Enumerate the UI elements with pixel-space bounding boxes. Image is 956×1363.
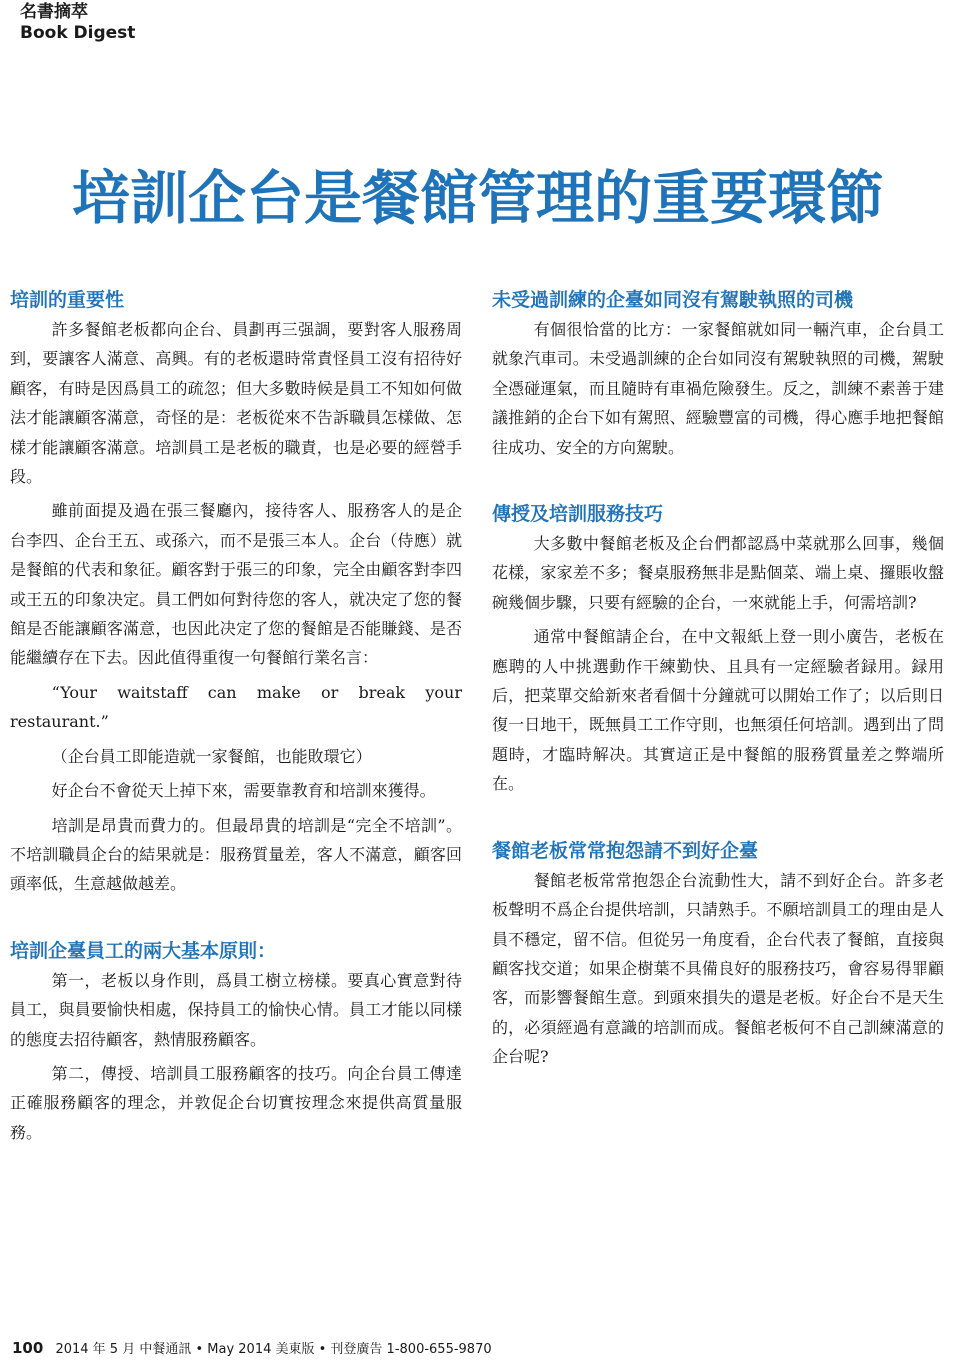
right-column	[492, 285, 944, 1077]
section-label-zh: 名書摘萃	[20, 2, 88, 22]
section-label-en: Book Digest	[20, 23, 136, 43]
paragraph: 第一，老板以身作則，爲員工樹立榜樣。要真心實意對待員工，與員要愉快相處，保持員工的愉快心情。員工才能以同樣的態度去招待顧客，熱情服務顧客。	[10, 970, 462, 1049]
paragraph: 通常中餐館請企台，在中文報紙上登一則小廣告，老板在應聘的人中挑選動作干練勤快、且具有一定經驗者録用。録用后，把菜單交給新來者看個十分鐘就可以開始工作了；以后則日復一日地干，既無員工工作守則，也無須任何培訓。遇到出了問題時，才臨時解决。其實這正是中餐館的服務質量差之弊端所在。	[492, 627, 944, 794]
quote-english: “Your waitstaff can make or break your restaurant.”	[10, 682, 462, 732]
paragraph: 許多餐館老板都向企台、員劃再三强調，要對客人服務周到，要讓客人滿意、高興。有的老板還時常責怪員工沒有招待好顧客，有時是因爲員工的疏忽；但大多數時候是員工不知如何做法才能讓顧客滿意，奇怪的是：老板從來不告訴職員怎樣做、怎樣才能讓顧客滿意。培訓員工是老板的職責，也是必要的經營手段。	[10, 320, 462, 487]
paragraph: 雖前面提及過在張三餐廳內，接待客人、服務客人的是企台李四、企台王五、或孫六，而不是張三本人。企台（侍應）就是餐館的代表和象征。顧客對于張三的印象，完全由顧客對李四或王五的印象决定。員工們如何對待您的客人，就决定了您的餐館是否能讓顧客滿意，也因此决定了您的餐館是否能賺錢、是否能繼續存在下去。因此值得重復一句餐館行業名言：	[10, 501, 462, 668]
page-number: 100	[12, 1339, 44, 1357]
paragraph: 第二，傳授、培訓員工服務顧客的技巧。向企台員工傳達正確服務顧客的理念，并敦促企台切實按理念來提供高質量服務。	[10, 1063, 462, 1142]
subhead-skills: 傳授及培訓服務技巧	[492, 503, 664, 526]
quote-chinese: （企台員工即能造就一家餐館，也能敗環它）	[51, 746, 372, 766]
page-footer	[12, 1338, 492, 1357]
section-label	[20, 2, 135, 44]
article-title: 培訓企台是餐館管理的重要環節	[71, 164, 884, 232]
subhead-untrained: 未受過訓練的企臺如同沒有駕駛執照的司機	[492, 289, 854, 311]
subhead-principles: 培訓企臺員工的兩大基本原則：	[10, 939, 277, 962]
paragraph: 好企台不會從天上掉下來，需要靠教育和培訓來獲得。	[51, 781, 436, 801]
paragraph: 有個很恰當的比方：一家餐館就如同一輛汽車，企台員工就象汽車司。未受過訓練的企台如同沒有駕駛執照的司機，駕駛全憑碰運氣，而且隨時有車禍危險發生。反之，訓練不素善于建議推銷的企台下如有駕照、經驗豐富的司機，得心應手地把餐館往成功、安全的方向駕駛。	[492, 320, 944, 457]
paragraph: 培訓是昂貴而費力的。但最昂貴的培訓是“完全不培訓”。不培訓職員企台的結果就是：服務質量差，客人不滿意，顧客回頭率低，生意越做越差。	[10, 815, 462, 894]
paragraph: 餐館老板常常抱怨企台流動性大，請不到好企台。許多老板聲明不爲企台提供培訓，只請熟手。不願培訓員工的理由是人員不穩定，留不信。但從另一角度看，企台代表了餐館，直接與顧客找交道；如果企樹葉不具備良好的服務技巧，會容易得罪顧客，而影響餐館生意。到頭來損失的還是老板。好企台不是天生的，必須經過有意識的培訓而成。餐館老板何不自己訓練滿意的企台呢?	[492, 870, 944, 1067]
left-column	[10, 285, 462, 1152]
subhead-importance: 培訓的重要性	[10, 289, 125, 311]
paragraph: 大多數中餐館老板及企台們都認爲中菜就那么回事，幾個花樣，家家差不多；餐桌服務無非是點個菜、端上桌、攞賬收盤碗幾個步驟，只要有經驗的企台，一來就能上手，何需培訓?	[492, 534, 944, 612]
footer-text: 2014 年 5 月 中餐通訊 • May 2014 美東版 • 刊登廣告 1-800-655-9870	[55, 1342, 492, 1357]
subhead-complaint: 餐館老板常常抱怨請不到好企臺	[492, 839, 759, 862]
